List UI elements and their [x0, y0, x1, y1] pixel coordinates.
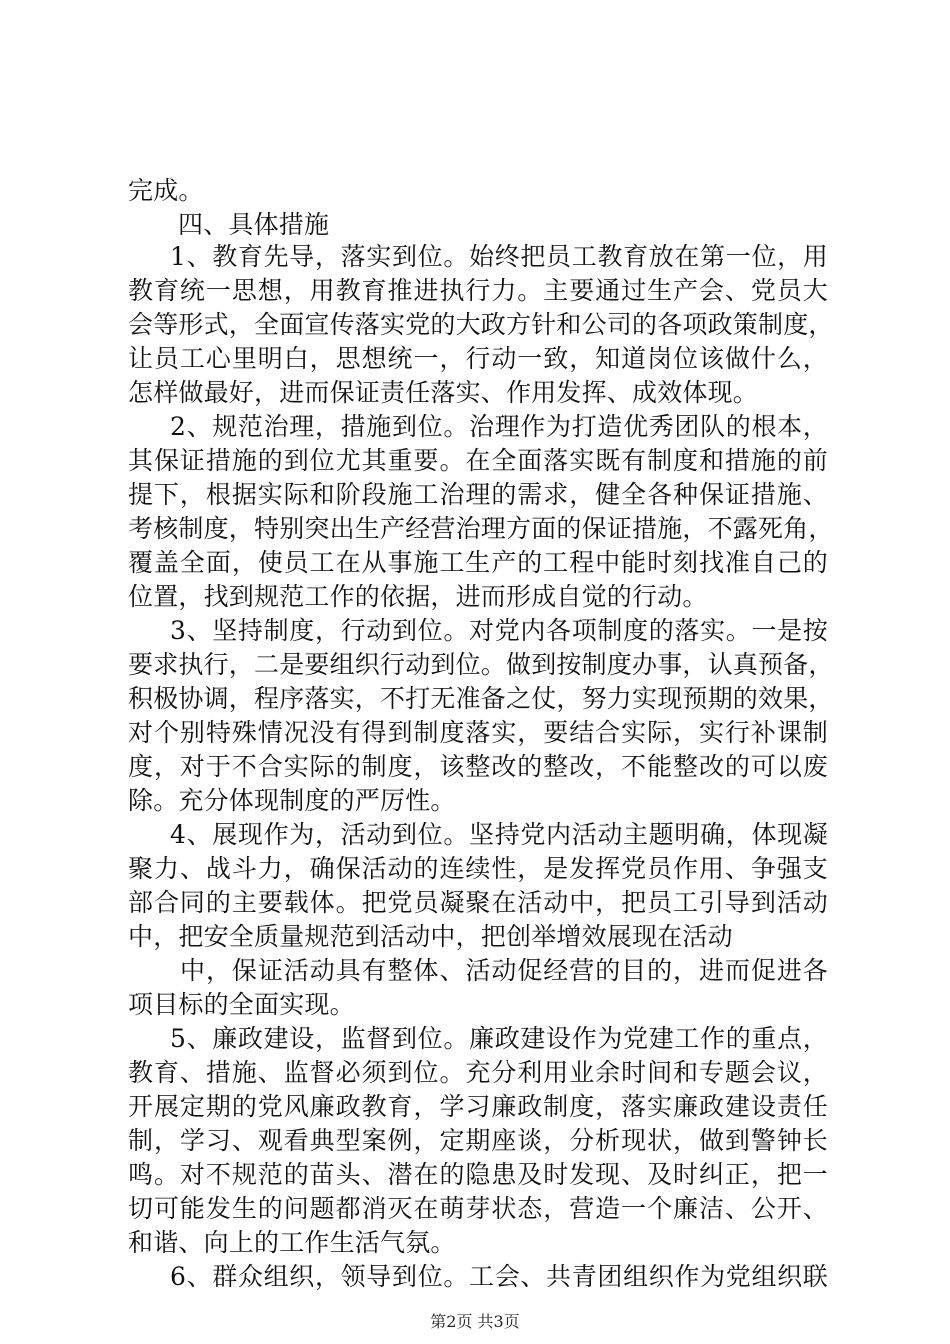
text-line: 怎样做最好，进而保证责任落实、作用发挥、成效体现。	[128, 378, 759, 407]
text-line: 开展定期的党风廉政教育，学习廉政制度，落实廉政建设责任	[128, 1092, 828, 1121]
text-line: 制，学习、观看典型案例，定期座谈，分析现状，做到警钟长	[128, 1126, 828, 1155]
text-line: 中，把安全质量规范到活动中，把创举增效展现在活动	[128, 922, 733, 951]
text-line: 会等形式，全面宣传落实党的大政方针和公司的各项政策制度，	[128, 310, 834, 339]
text-line: 其保证措施的到位尤其重要。在全面落实既有制度和措施的前	[128, 446, 828, 475]
text-line: 提下，根据实际和阶段施工治理的需求，健全各种保证措施、	[128, 480, 828, 509]
paragraph-first-line: 2、规范治理，措施到位。治理作为打造优秀团队的根本，	[170, 412, 828, 441]
text-line: 度，对于不合实际的制度，该整改的整改，不能整改的可以废	[128, 752, 828, 781]
text-line: 位置，找到规范工作的依据，进而形成自觉的行动。	[128, 582, 708, 611]
text-line: 覆盖全面，使员工在从事施工生产的工程中能时刻找准自己的	[128, 548, 828, 577]
text-line: 聚力、战斗力，确保活动的连续性，是发挥党员作用、争强支	[128, 854, 828, 883]
text-line: 项目标的全面实现。	[128, 990, 355, 1019]
text-line: 考核制度，特别突出生产经营治理方面的保证措施，不露死角，	[128, 514, 834, 543]
text-line: 要求执行，二是要组织行动到位。做到按制度办事，认真预备，	[128, 650, 834, 679]
text-line: 和谐、向上的工作生活气氛。	[128, 1228, 456, 1257]
section-heading: 四、具体措施	[178, 210, 330, 239]
paragraph-first-line: 1、教育先导，落实到位。始终把员工教育放在第一位，用	[170, 242, 828, 271]
text-line: 部合同的主要载体。把党员凝聚在活动中，把员工引导到活动	[128, 888, 828, 917]
text-line: 完成。	[128, 176, 204, 205]
text-line: 中，保证活动具有整体、活动促经营的目的，进而促进各	[180, 956, 828, 985]
text-line: 除。充分体现制度的严厉性。	[128, 786, 456, 815]
paragraph-first-line: 4、展现作为，活动到位。坚持党内活动主题明确，体现凝	[170, 820, 828, 849]
paragraph-first-line: 5、廉政建设，监督到位。廉政建设作为党建工作的重点，	[170, 1024, 828, 1053]
text-line: 对个别特殊情况没有得到制度落实，要结合实际，实行补课制	[128, 718, 828, 747]
paragraph-first-line: 6、群众组织，领导到位。工会、共青团组织作为党组织联	[170, 1262, 828, 1291]
text-line: 教育、措施、监督必须到位。充分利用业余时间和专题会议，	[128, 1058, 828, 1087]
page-number-footer: 第2页 共3页	[430, 1312, 520, 1331]
text-line: 积极协调，程序落实，不打无准备之仗，努力实现预期的效果，	[128, 684, 834, 713]
text-line: 鸣。对不规范的苗头、潜在的隐患及时发现、及时纠正，把一	[128, 1160, 828, 1189]
paragraph-first-line: 3、坚持制度，行动到位。对党内各项制度的落实。一是按	[170, 616, 828, 645]
text-line: 切可能发生的问题都消灭在萌芽状态，营造一个廉洁、公开、	[128, 1194, 828, 1223]
text-line: 让员工心里明白，思想统一，行动一致，知道岗位该做什么，	[128, 344, 828, 373]
text-line: 教育统一思想，用教育推进执行力。主要通过生产会、党员大	[128, 276, 828, 305]
